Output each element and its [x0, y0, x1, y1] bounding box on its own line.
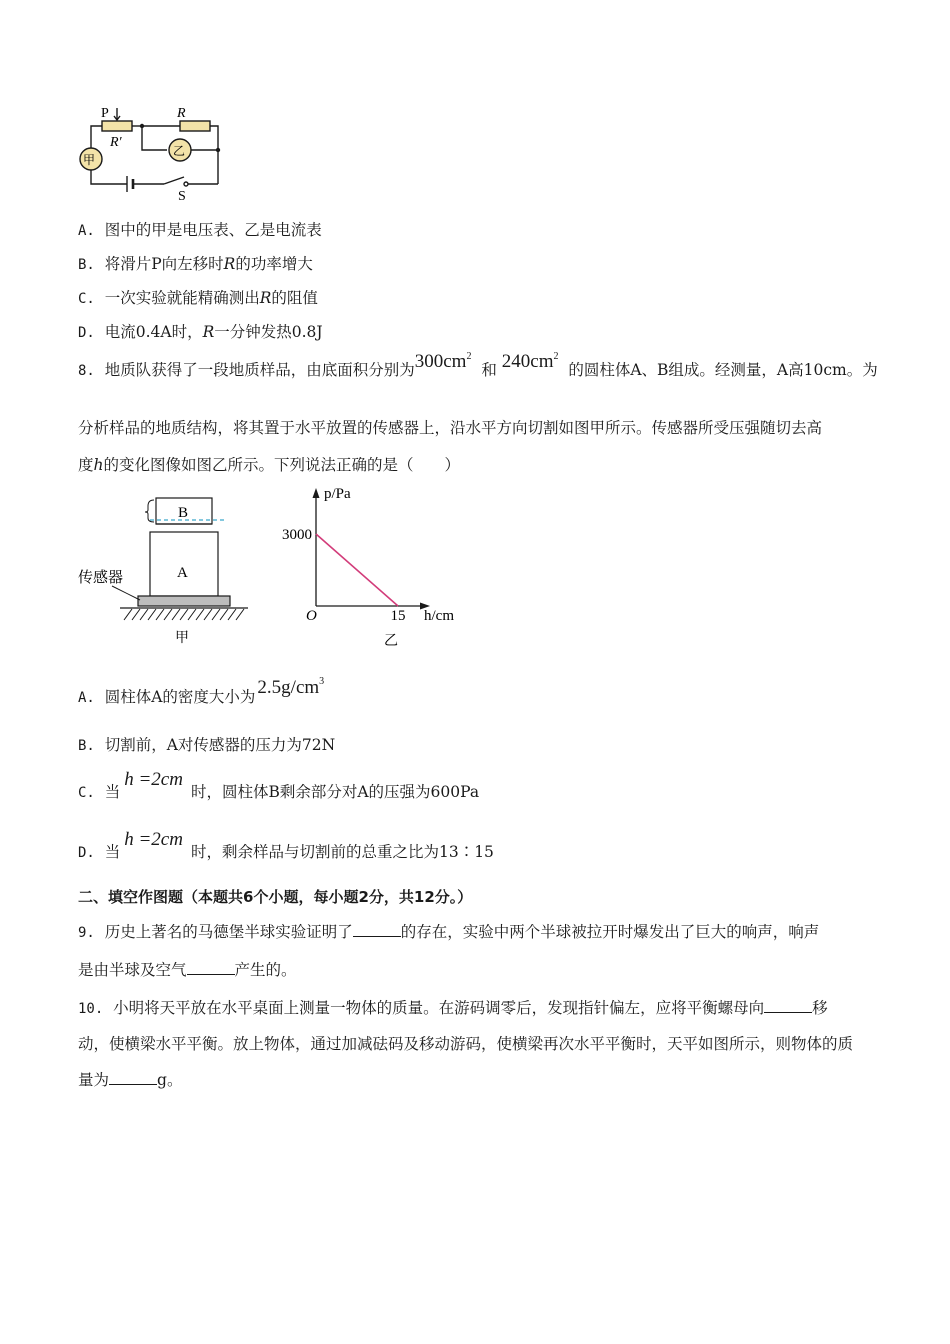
y-axis-label: p/Pa [324, 486, 351, 502]
x-axis-label: h/cm [424, 608, 454, 624]
x-tick-15: 15 [390, 608, 406, 624]
q8-line-1: 8. 地质队获得了一段地质样品，由底面积分别为$300cm^2$ 和 $240cm^2$ 的圆柱体A、B组成。经测量，A高10cm。为 [78, 350, 878, 379]
label-r-prime: R′ [110, 135, 122, 150]
label-s: S [178, 189, 186, 202]
q7-option-a: A. 图中的甲是电压表、乙是电流表 [78, 221, 322, 239]
rheostat-r-prime [102, 121, 132, 131]
q8-option-a: A. 圆柱体A的密度大小为 $2.5g/cm^3$ [78, 675, 325, 706]
caption-yi: 乙 [384, 633, 398, 649]
q10-line-2: 动，使横梁水平平衡。放上物体，通过加减砝码及移动游码，使横梁再次水平平衡时，天平如图所示，则物体的质 [78, 1035, 854, 1053]
q10-blank-2[interactable] [109, 1070, 157, 1085]
brace-h [145, 500, 154, 522]
q9-line-2: 是由半球及空气 产生的。 [78, 961, 297, 979]
q8-option-d: D. 当h =2cm时，剩余样品与切割前的总重之比为13∶15 [78, 829, 494, 861]
y-axis-arrow [313, 488, 320, 498]
sensor-label: 传感器 [78, 568, 124, 586]
q10-line-3: 量为 g。 [78, 1071, 183, 1089]
q7-option-c: C. 一次实验就能精确测出R的阻值 [78, 289, 318, 307]
block-a-label: A [177, 565, 188, 581]
resistor-r [180, 121, 210, 131]
block-a-shape [150, 532, 218, 596]
q8-option-b: B. 切割前，A对传感器的压力为72N [78, 736, 336, 754]
origin-label: O [306, 608, 317, 624]
section-2-title: 二、填空作图题（本题共6个小题，每小题2分，共12分。） [78, 888, 473, 906]
q9-line-1: 9. 历史上著名的马德堡半球实验证明了 的存在，实验中两个半球被拉开时爆发出了巨大的响声，响声 [78, 923, 820, 941]
circuit-diagram [72, 98, 232, 202]
q7-option-d: D. 电流0.4A时，R一分钟发热0.8J [78, 323, 323, 341]
y-tick-3000: 3000 [282, 527, 312, 543]
sensor-plate [138, 596, 230, 606]
q9-blank-1[interactable] [353, 922, 401, 937]
figure-yi-graph [268, 480, 468, 652]
q9-blank-2[interactable] [187, 960, 235, 975]
caption-jia: 甲 [175, 630, 189, 646]
q10-blank-1[interactable] [764, 998, 812, 1013]
series-line [316, 534, 398, 606]
label-yi: 乙 [173, 144, 186, 158]
q7-option-b: B. 将滑片P向左移时R的功率增大 [78, 255, 313, 273]
block-b-label: B [178, 505, 189, 521]
label-p: P [101, 106, 109, 121]
q8-line-2: 分析样品的地质结构，将其置于水平放置的传感器上，沿水平方向切割如图甲所示。传感器所受压强随切去高 [78, 419, 823, 437]
label-r: R [177, 106, 186, 121]
figure-jia [72, 490, 252, 650]
label-jia: 甲 [83, 153, 96, 167]
q8-option-c: C. 当h =2cm时，圆柱体B剩余部分对A的压强为600Pa [78, 769, 480, 801]
q10-line-1: 10. 小明将天平放在水平桌面上测量一物体的质量。在游码调零后，发现指针偏左，应将平衡螺母向 移 [78, 999, 828, 1017]
q8-line-3: 度h的变化图像如图乙所示。下列说法正确的是（ ） [78, 456, 461, 474]
